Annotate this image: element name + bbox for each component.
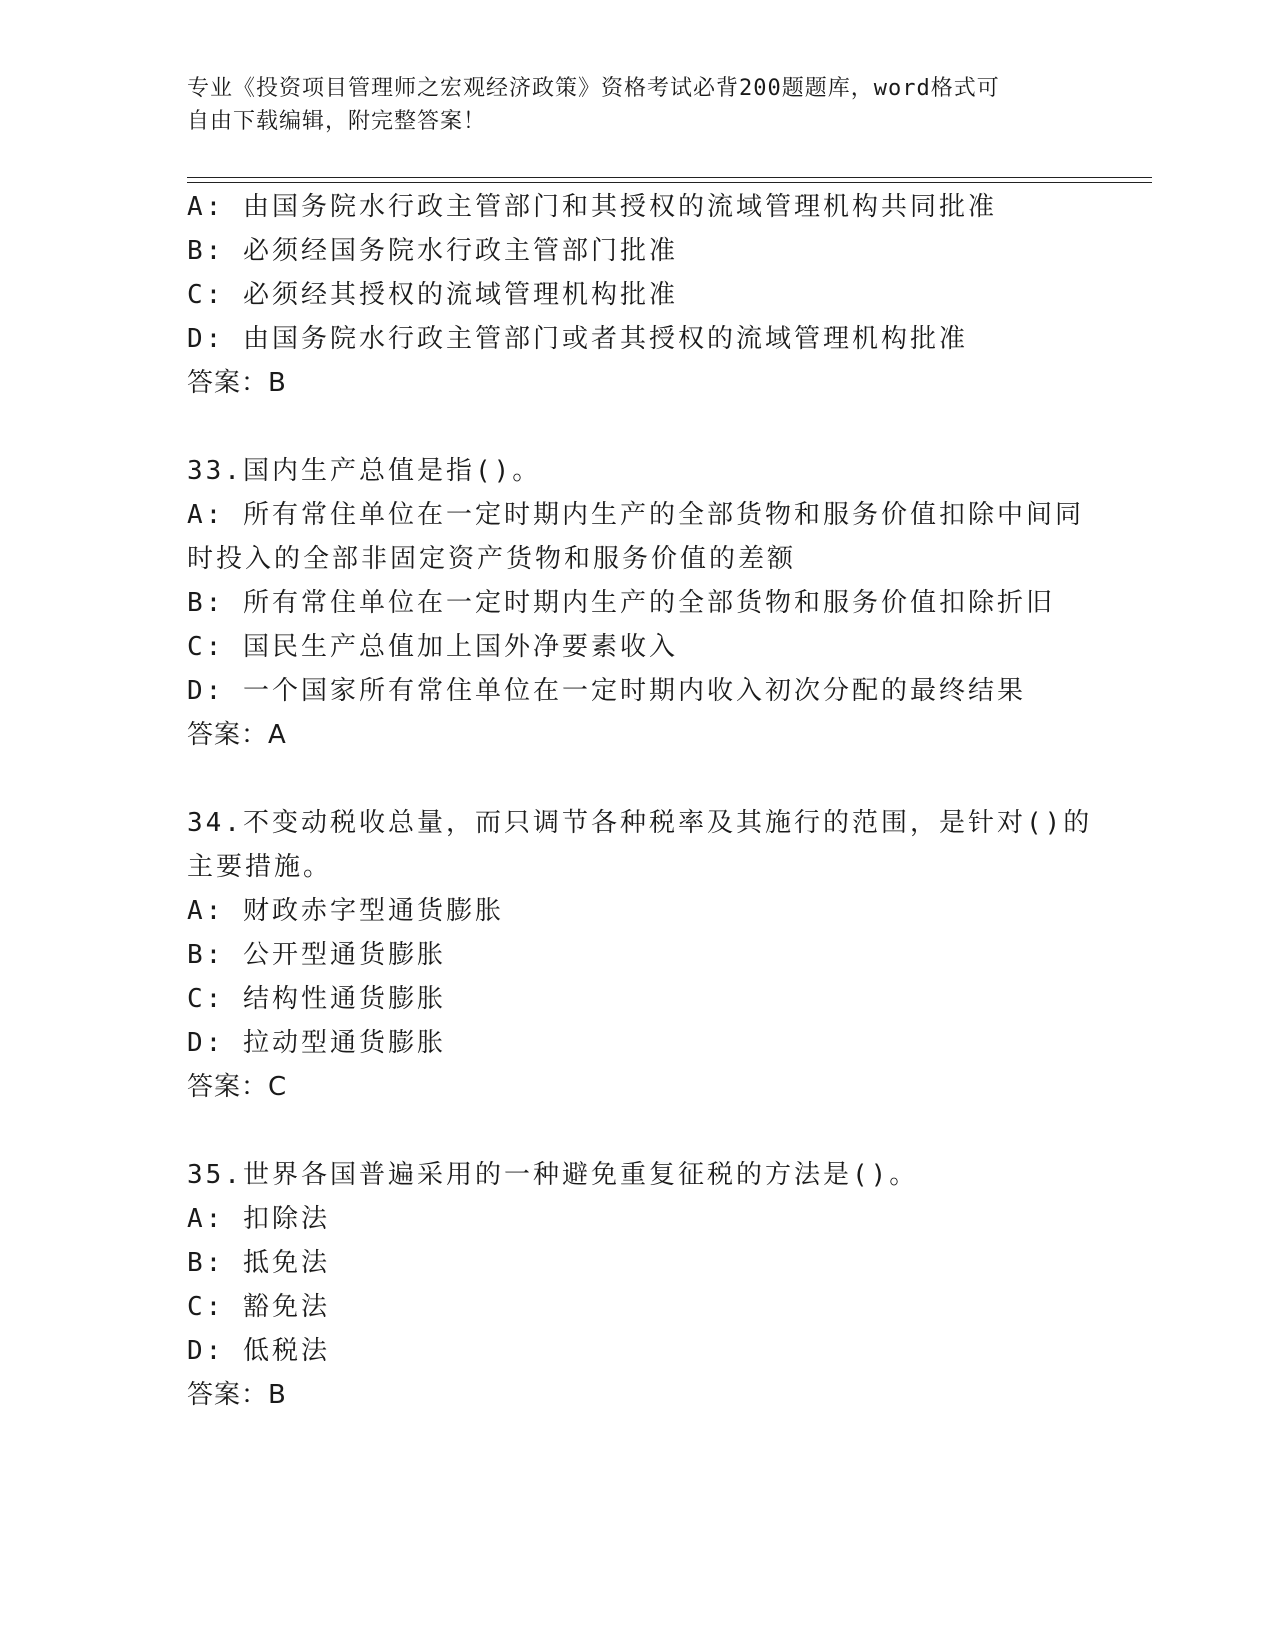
q34-option-c: C: 结构性通货膨胀: [187, 984, 446, 1014]
q33-option-b: B: 所有常住单位在一定时期内生产的全部货物和服务价值扣除折旧: [187, 588, 1055, 618]
q35-answer: 答案：B: [187, 1380, 287, 1410]
q35-option-a: A: 扣除法: [187, 1204, 330, 1234]
q32-option-c: C: 必须经其授权的流域管理机构批准: [187, 280, 678, 310]
q32-answer: 答案：B: [187, 368, 287, 398]
document-header: [187, 72, 1067, 138]
header-divider-bottom: [187, 182, 1152, 183]
q34-option-a: A: 财政赤字型通货膨胀: [187, 896, 504, 926]
q33-answer: 答案：A: [187, 720, 287, 750]
q34-stem-line-2: 主要措施。: [187, 852, 333, 882]
q33-option-c: C: 国民生产总值加上国外净要素收入: [187, 632, 678, 662]
q32-option-a: A: 由国务院水行政主管部门和其授权的流域管理机构共同批准: [187, 192, 997, 222]
q32-option-b: B: 必须经国务院水行政主管部门批准: [187, 236, 678, 266]
q33-option-a-line-1: A: 所有常住单位在一定时期内生产的全部货物和服务价值扣除中间同: [187, 500, 1084, 530]
q34-option-b: B: 公开型通货膨胀: [187, 940, 446, 970]
q35-stem: 35.世界各国普遍采用的一种避免重复征税的方法是()。: [187, 1160, 919, 1190]
header-line-2: 自由下载编辑，附完整答案！: [187, 109, 487, 134]
q33-option-a-line-2: 时投入的全部非固定资产货物和服务价值的差额: [187, 544, 797, 574]
q35-option-d: D: 低税法: [187, 1336, 330, 1366]
header-line-1: 专业《投资项目管理师之宏观经济政策》资格考试必背200题题库，word格式可: [187, 76, 1000, 101]
q32-option-d: D: 由国务院水行政主管部门或者其授权的流域管理机构批准: [187, 324, 968, 354]
header-divider-top: [187, 177, 1152, 178]
q34-option-d: D: 拉动型通货膨胀: [187, 1028, 446, 1058]
q33-stem: 33.国内生产总值是指()。: [187, 456, 542, 486]
q35-option-c: C: 豁免法: [187, 1292, 330, 1322]
q35-option-b: B: 抵免法: [187, 1248, 330, 1278]
q33-option-d: D: 一个国家所有常住单位在一定时期内收入初次分配的最终结果: [187, 676, 1026, 706]
q34-stem-line-1: 34.不变动税收总量，而只调节各种税率及其施行的范围，是针对()的: [187, 808, 1093, 838]
q34-answer: 答案：C: [187, 1072, 288, 1102]
